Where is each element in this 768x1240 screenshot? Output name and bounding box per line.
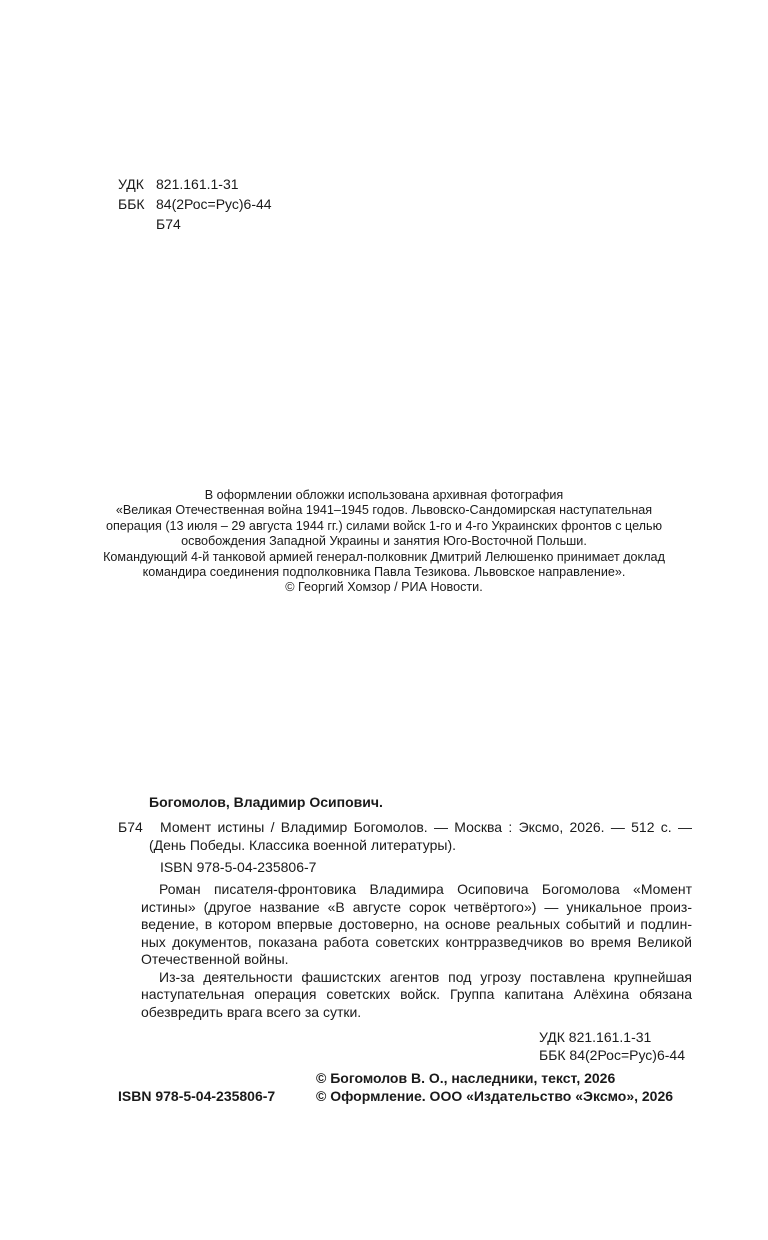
author-mark-row [118,215,272,235]
cover-credit-line: операция (13 июля – 29 августа 1944 гг.) силами войск 1-го и 4-го Украинских фронтов с целью [105,518,663,533]
cover-credit-line: В оформлении обложки использована архивная фотография [204,488,564,502]
annotation-line: Из-за деятельности фашистских агентов под угрозу поставлена крупнейшая [159,968,692,985]
annotation-line: истины» (другое название «В августе сорок четвёртого») — уникальное произ- [141,898,692,915]
cover-credit [100,488,668,596]
cover-credit-line: командира соединения подполковника Павла Тезикова. Львовское направление». [142,565,626,580]
bbk-value: 84(2Рос=Рус)6-44 [156,196,272,212]
annotation-line: ных документов, показана работа советских контрразведчиков во время Великой [141,933,692,950]
bib-isbn: ISBN 978-5-04-235806-7 [160,859,317,875]
bib-code: Б74 [118,819,143,835]
isbn-bottom: ISBN 978-5-04-235806-7 [118,1088,276,1104]
cover-credit-line: © Георгий Хомзор / РИА Новости. [285,580,483,595]
cover-credit-line: освобождения Западной Украины и занятия Юго-Восточной Польши. [181,534,587,549]
bbk-bottom: ББК 84(2Рос=Рус)6-44 [539,1047,685,1063]
udk-row [118,175,272,195]
udk-value: 821.161.1-31 [156,176,239,192]
cover-credit-line: «Великая Отечественная война 1941–1945 годов. Львовско-Сандомирская наступательная [115,503,653,518]
annotation-line: Отечественной войны. [141,951,289,967]
classification-codes-bottom [539,1028,685,1064]
bbk-row [118,195,272,215]
classification-codes-top [118,175,272,235]
annotation-line: наступательная операция советских войск. Группа капитана Алёхина обязана [141,986,692,1002]
bbk-label: ББК [118,196,145,212]
author-heading: Богомолов, Владимир Осипович. [149,794,383,810]
annotation-line: ведение, в котором впервые достоверно, на основе реальных событий и подлин- [141,916,692,932]
author-mark: Б74 [156,216,181,232]
copyright-text: © Богомолов В. О., наследники, текст, 2026 [316,1070,616,1086]
udk-label: УДК [118,176,144,192]
bib-description-line2: (День Победы. Классика военной литературы). [149,837,457,853]
bib-description-line1: Момент истины / Владимир Богомолов. — Москва : Эксмо, 2026. — 512 с. — [160,819,692,835]
udk-bottom: УДК 821.161.1-31 [539,1029,652,1045]
annotation-line: Роман писателя-фронтовика Владимира Осиповича Богомолова «Момент [159,881,692,897]
annotation [141,881,692,1021]
annotation-line: обезвредить врага всего за сутки. [141,1003,362,1020]
copyright-design: © Оформление. ООО «Издательство «Эксмо», 2026 [316,1088,674,1104]
copyright-block [316,1069,673,1105]
cover-credit-line: Командующий 4-й танковой армией генерал-полковник Дмитрий Лелюшенко принимает доклад [103,549,665,564]
